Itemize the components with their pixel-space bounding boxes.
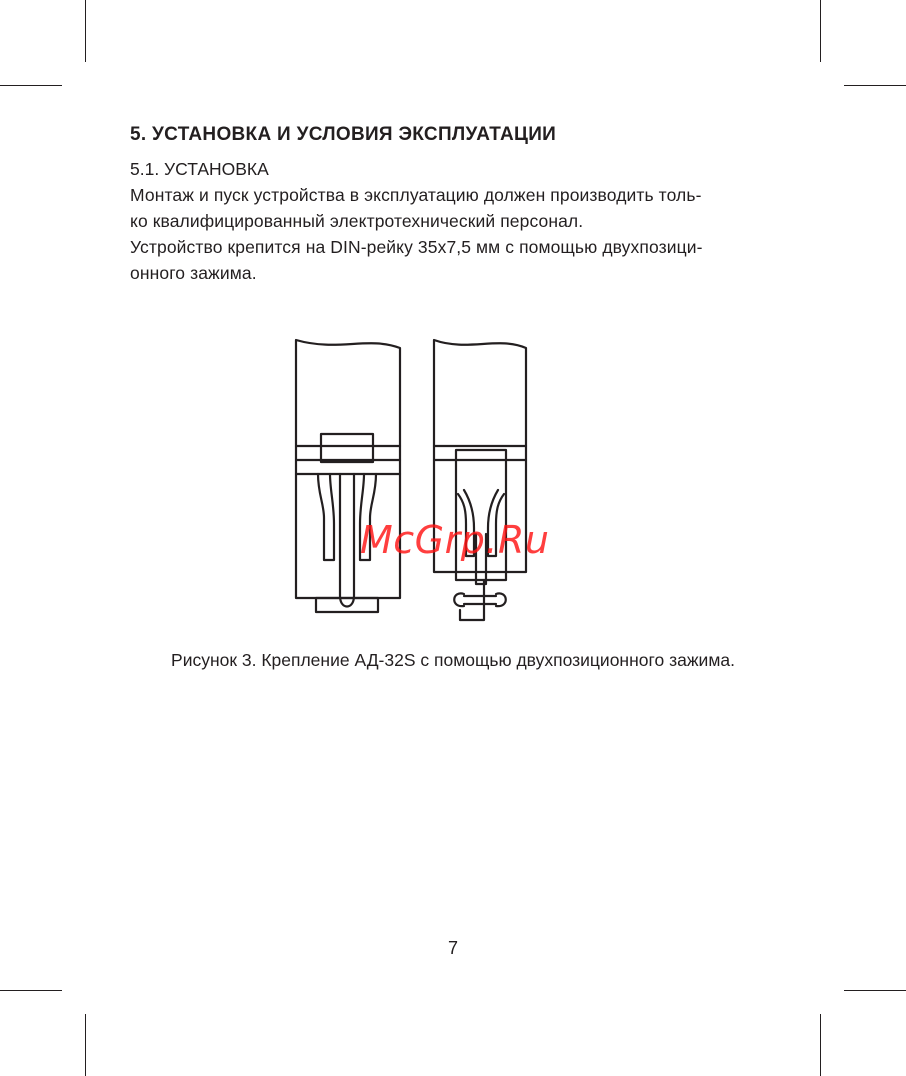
crop-mark-bottom-left-horizontal [0,990,62,991]
crop-mark-bottom-left-vertical [85,1014,86,1076]
page-number: 7 [447,938,458,958]
crop-mark-top-left-horizontal [0,85,62,86]
figure-caption: Рисунок 3. Крепление АД-32S с помощью двухпозиционного зажима. [171,650,735,670]
din-clamp-drawing [288,334,538,626]
paragraph-2-line-2: онного зажима. [130,263,257,283]
din-clamp-figure [288,334,538,626]
paragraph-2 [130,234,790,286]
device-left-clamp-closed [296,340,400,612]
crop-mark-top-left-vertical [85,0,86,62]
crop-mark-top-right-vertical [820,0,821,62]
crop-mark-top-right-horizontal [844,85,906,86]
paragraph-1-line-2: ко квалифицированный электротехнический персонал. [130,211,584,231]
crop-mark-bottom-right-vertical [820,1014,821,1076]
paragraph-1 [130,182,790,234]
text-content [130,122,790,286]
device-right-clamp-open [434,340,526,620]
watermark-text: McGrp.Ru [360,518,550,562]
crop-mark-bottom-right-horizontal [844,990,906,991]
section-title: 5. УСТАНОВКА И УСЛОВИЯ ЭКСПЛУАТАЦИИ [130,124,557,145]
paragraph-2-line-1: Устройство крепится на DIN-рейку 35х7,5 мм с помощью двухпозици- [130,237,703,257]
subsection-title: 5.1. УСТАНОВКА [130,159,269,179]
paragraph-1-line-1: Монтаж и пуск устройства в эксплуатацию должен производить толь- [130,185,702,205]
